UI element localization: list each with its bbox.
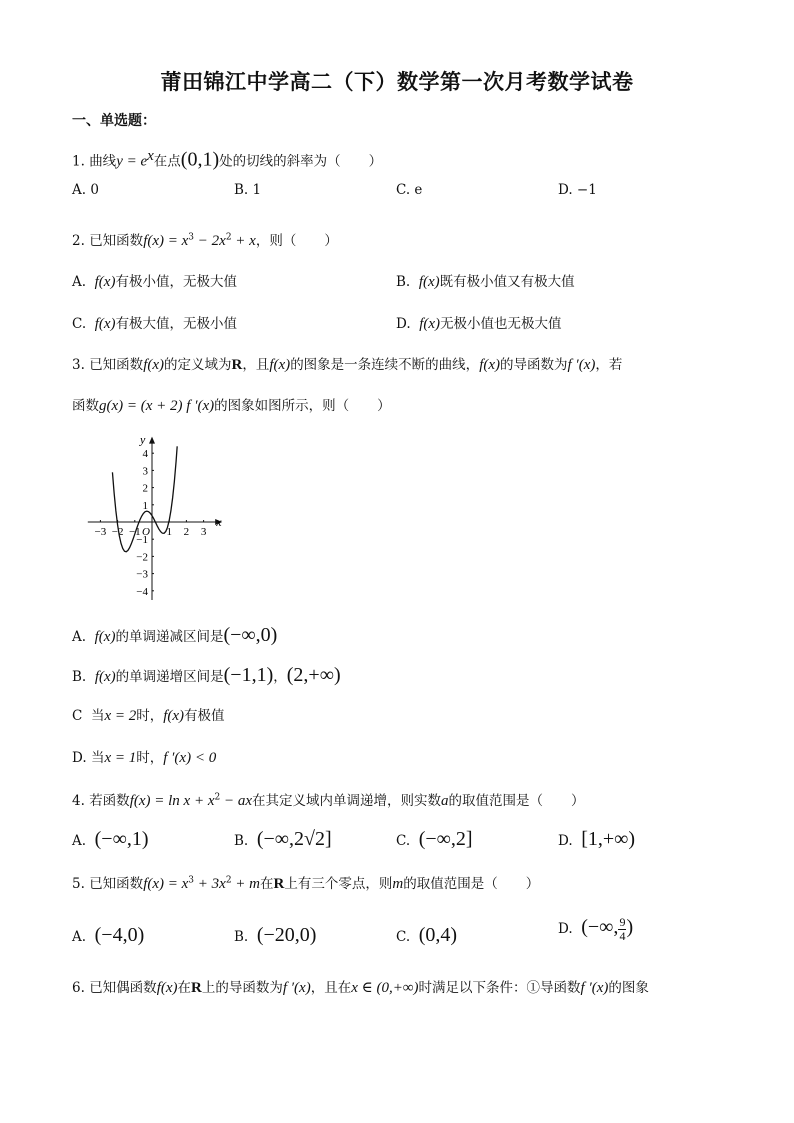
option-d: D. −1 (558, 182, 597, 198)
question-4: 4. 若函数$f(x) = \ln x + x^2$ − ax在其定义域内单调递增，则实数a的取值范围是（ ） (72, 792, 585, 809)
option-c: C. (0,4) (396, 924, 458, 946)
x-tick-label: 3 (200, 526, 207, 538)
option-a: A. (−4,0) (72, 924, 145, 946)
option-c: C 当x = 2时，f(x)有极值 (72, 708, 225, 724)
function-graph (72, 428, 232, 608)
question-6: 6. 已知偶函数f(x)在R上的导函数为f ′(x)，且在x ∈ (0,+∞)时满足以下条件：①导函数f ′(x)的图象 (72, 980, 649, 996)
y-axis-arrow (149, 437, 155, 444)
x-tick-label: −1 (128, 526, 141, 538)
option-c: C. e (396, 182, 423, 198)
option-d: D. f(x)无极小值也无极大值 (396, 316, 562, 332)
option-d: D. 当x = 1时，f ′(x) < 0 (72, 750, 217, 766)
question-number: 2. (72, 233, 85, 249)
question-5: 5. 已知函数$f(x) = x^3 + 3x^2 + m$在R上有三个零点，则m的取值范围是（ ） (72, 875, 540, 892)
question-text: ，则（ (255, 233, 297, 249)
question-text: 曲线 (89, 153, 117, 170)
option-a: A. f(x)有极小值，无极大值 (72, 274, 237, 290)
y-tick-label: 3 (142, 465, 148, 478)
option-b: B. f(x)既有极小值又有极大值 (396, 274, 575, 290)
option-d: D. (−∞, $\frac{9}{4}$ ) (558, 915, 634, 943)
math-expression: y = e (116, 153, 148, 170)
option-a: A. 0 (72, 182, 99, 198)
option-c: C. f(x)有极大值，无极小值 (72, 316, 238, 332)
option-b: B. 1 (234, 182, 262, 198)
question-1 (72, 148, 382, 172)
math-expression: f(x) = x (143, 233, 189, 249)
math-point: (0,1) (180, 148, 220, 171)
question-text: 在点 (153, 153, 181, 170)
y-tick-label: 1 (142, 499, 148, 512)
y-axis-label: y (140, 432, 146, 447)
origin-label: O (142, 526, 150, 538)
option-d: D. [1,+∞) (558, 828, 636, 850)
question-number: 5. (72, 876, 85, 892)
question-number: 6. (72, 980, 85, 996)
x-tick-label: 2 (183, 526, 190, 538)
y-tick-label: −2 (136, 551, 148, 564)
option-a: A. f(x)的单调递减区间是(−∞,0) (72, 624, 278, 646)
question-3-line-1: 3. 已知函数f(x)的定义域为R，且f(x)的图象是一条连续不断的曲线，f(x)的导函数为f ′(x)，若 (72, 357, 623, 373)
x-tick-label: −3 (94, 526, 107, 538)
question-text: ） (368, 153, 383, 170)
question-number: 4. (72, 793, 85, 809)
y-tick-label: −3 (136, 568, 148, 581)
option-b: B. f(x)的单调递增区间是(−1,1)，(2,+∞) (72, 664, 341, 686)
page-title: 莆田锦江中学高二（下）数学第一次月考数学试卷 (160, 70, 634, 94)
math-exponent: x (147, 148, 154, 164)
x-axis-label: x (216, 515, 222, 529)
question-3-line-2: 函数g(x) = (x + 2) f ′(x)的图象如图所示，则（ ） (72, 398, 391, 414)
option-b: B. (−20,0) (234, 924, 317, 946)
question-text: 处的切线的斜率为（ (219, 153, 341, 170)
question-number: 3. (72, 357, 85, 373)
y-tick-label: 4 (142, 448, 148, 461)
question-2 (72, 229, 338, 250)
question-text: 已知函数 (89, 233, 144, 249)
y-tick-label: −1 (136, 534, 148, 547)
option-c: C. (−∞,2] (396, 828, 473, 850)
section-heading: 一、单选题： (72, 113, 156, 129)
x-tick-label: 1 (166, 526, 172, 538)
option-b: B. (−∞,2√2] (234, 828, 332, 850)
math-expression: − 2x (194, 233, 226, 249)
math-expression: + x (231, 233, 256, 249)
option-a: A. (−∞,1) (72, 828, 149, 850)
y-tick-label: 2 (142, 482, 148, 495)
math-exponent: 2 (225, 232, 232, 243)
y-tick-label: −4 (136, 585, 148, 598)
question-text: ） (324, 233, 338, 249)
math-exponent: 3 (188, 232, 195, 243)
question-number: 1. (72, 153, 85, 170)
x-tick-label: −2 (111, 526, 124, 538)
